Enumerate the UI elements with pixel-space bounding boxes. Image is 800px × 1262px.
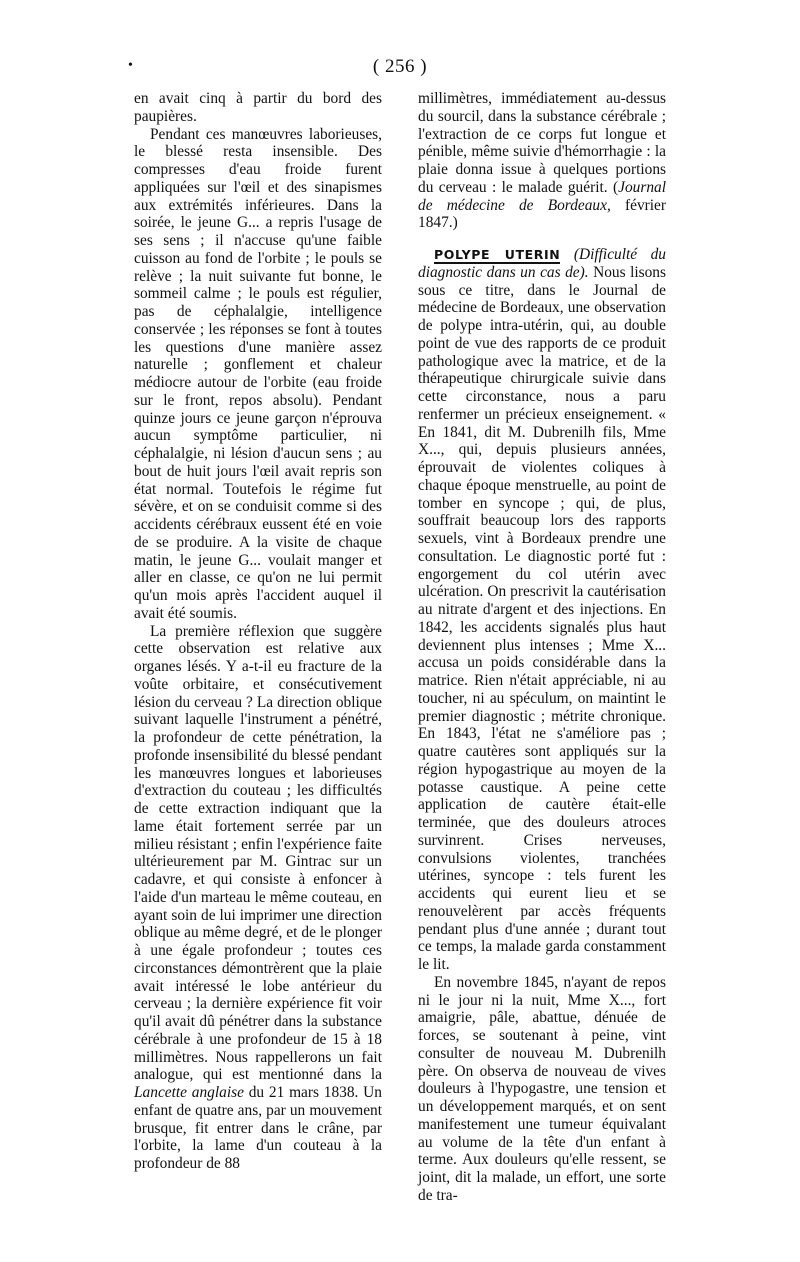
reflection-text-end: du 21 mars 1838. Un enfant de quatre ans, par un mouvement brusque, fit entrer dans le crâne, par l'orbite, la lame d'un couteau à la profondeur de 88 [134,1084,382,1172]
continuation-text: millimètres, immédiatement au-dessus du sourcil, dans la substance cérébrale ; l'extraction de ce corps fut longue et pénible, même suivie d'hémorrhagie : la plaie donna issue à quelques portions du cerveau : le malade guérit. ( [418,90,666,196]
section-subtitle: (Difficulté du diagnostic dans un cas de). [418,246,666,281]
right-column [418,90,666,1205]
paragraph-november: En novembre 1845, n'ayant de repos ni le jour ni la nuit, Mme X..., fort amaigrie, pâle, abattue, dénuée de forces, se soutenant à peine, vint consulter de nouveau M. Dubrenilh père. On observa de nouveau de vives douleurs à l'hypogastre, une tension et un développement marqués, et on sent manifestement une tumeur équivalant au volume de la tête d'un enfant à terme. Aux douleurs qu'elle ressent, se joint, dit la malade, un effort, une sorte de tra- [418,973,666,1204]
citation-date: février 1847.) [418,196,667,232]
left-column [134,90,382,1173]
section-text: Nous lisons sous ce titre, dans le Journal de médecine de Bordeaux, une observation de polype intra-utérin, qui, au double point de vue des rapports de ce produit pathologique avec la matrice, et de la thérapeutique chirurgicale suivie dans cette circonstance, nous a paru renfermer un précieux enseignement. « En 1841, dit M. Dubrenilh fils, Mme X..., qui, depuis plusieurs années, éprouvait de violentes coliques à chaque époque menstruelle, au point de tomber en syncope ; qui, de plus, souffrait beaucoup lors des rapports sexuels, vint à Bordeaux prendre une consultation. Le diagnostic porté fut : engorgement du col utérin avec ulcération. On prescrivit la cautérisation au nitrate d'argent et des injections. En 1842, les accidents signalés plus haut deviennent plus intenses ; Mme X... accusa un poids considérable dans la matrice. Rien n'était appréciable, ni au toucher, ni au spéculum, on maintint le premier diagnostic ; métrite chronique. En 1843, l'état ne s'améliore pas ; quatre cautères sont appliqués sur la région hypogastrique au moyen de la potasse caustique. A peine cette application de cautère était-elle terminée, que des douleurs atroces survinrent. Crises nerveuses, convulsions violentes, tranchées utérines, syncope : tels furent les accidents qui eurent lieu et se renouvelèrent par accès fréquents pendant plus d'une année ; durant tout ce temps, la malade garda constamment le lit. [418,263,666,973]
paragraph-reflection [134,623,382,1173]
corner-mark: • [128,58,133,73]
section-polype [418,246,666,974]
paragraph-continuation: en avait cinq à partir du bord des paupières. [134,90,382,125]
paragraph-treatment: Pendant ces manœuvres laborieuses, le blessé resta insensible. Des compresses d'eau froide furent appliquées sur l'œil et des sinapismes aux extrémités inférieures. Dans la soirée, le jeune G... a repris l'usage de ses sens ; il n'accuse qu'une faible cuisson au fond de l'orbite ; le pouls se relève ; la nuit suivante fut bonne, le sommeil calme ; le pouls est régulier, pas de céphalalgie, intelligence conservée ; les réponses se font à toutes les questions d'une manière assez naturelle ; gonflement et chaleur médiocre autour de l'orbite (eau froide sur le front, repos absolu). Pendant quinze jours ce jeune garçon n'éprouva aucun symptôme particulier, ni céphalalgie, ni lésion d'aucun sens ; au bout de huit jours l'œil avait repris son état normal. Toutefois le régime fut sévère, et on se conduisit comme si des accidents cérébraux eussent été en voie de se produire. A la visite de chaque matin, le jeune G... voulait manger et aller en classe, ce qu'on ne lui permit qu'un mois après l'accident auquel il avait été soumis. [134,125,382,622]
citation-journal: Journal de médecine de Bordeaux, [418,178,666,214]
journal-title-lancette: Lancette anglaise [134,1084,244,1101]
section-heading: POLYPE UTERIN [434,247,561,262]
paragraph-continuation-right [418,90,666,232]
page-number: ( 256 ) [372,56,428,77]
reflection-text: La première réflexion que suggère cette observation est relative aux organes lésés. Y a-t-il eu fracture de la voûte orbitaire, et consécutivement lésion du cerveau ? La direction oblique suivant laquelle l'instrument a pénétré, la profondeur de cette pénétration, la profonde insensibilité du blessé pendant les manœuvres longues et laborieuses d'extraction du couteau ; les difficultés de cette extraction indiquant que la lame était fortement serrée par un milieu résistant ; enfin l'expérience faite ultérieurement par M. Gintrac sur un cadavre, et qui consiste à enfoncer à l'aide d'un marteau le même couteau, en ayant soin de lui imprimer une direction oblique au même degré, et de le plonger à une égale profondeur ; toutes ces circonstances démontrèrent que la plaie avait intéressé le lobe antérieur du cerveau ; la dernière expérience fit voir qu'il avait dû pénétrer dans la substance cérébrale à une profondeur de 15 à 18 millimètres. Nous rappellerons un fait analogue, qui est mentionné dans la [134,622,382,1084]
